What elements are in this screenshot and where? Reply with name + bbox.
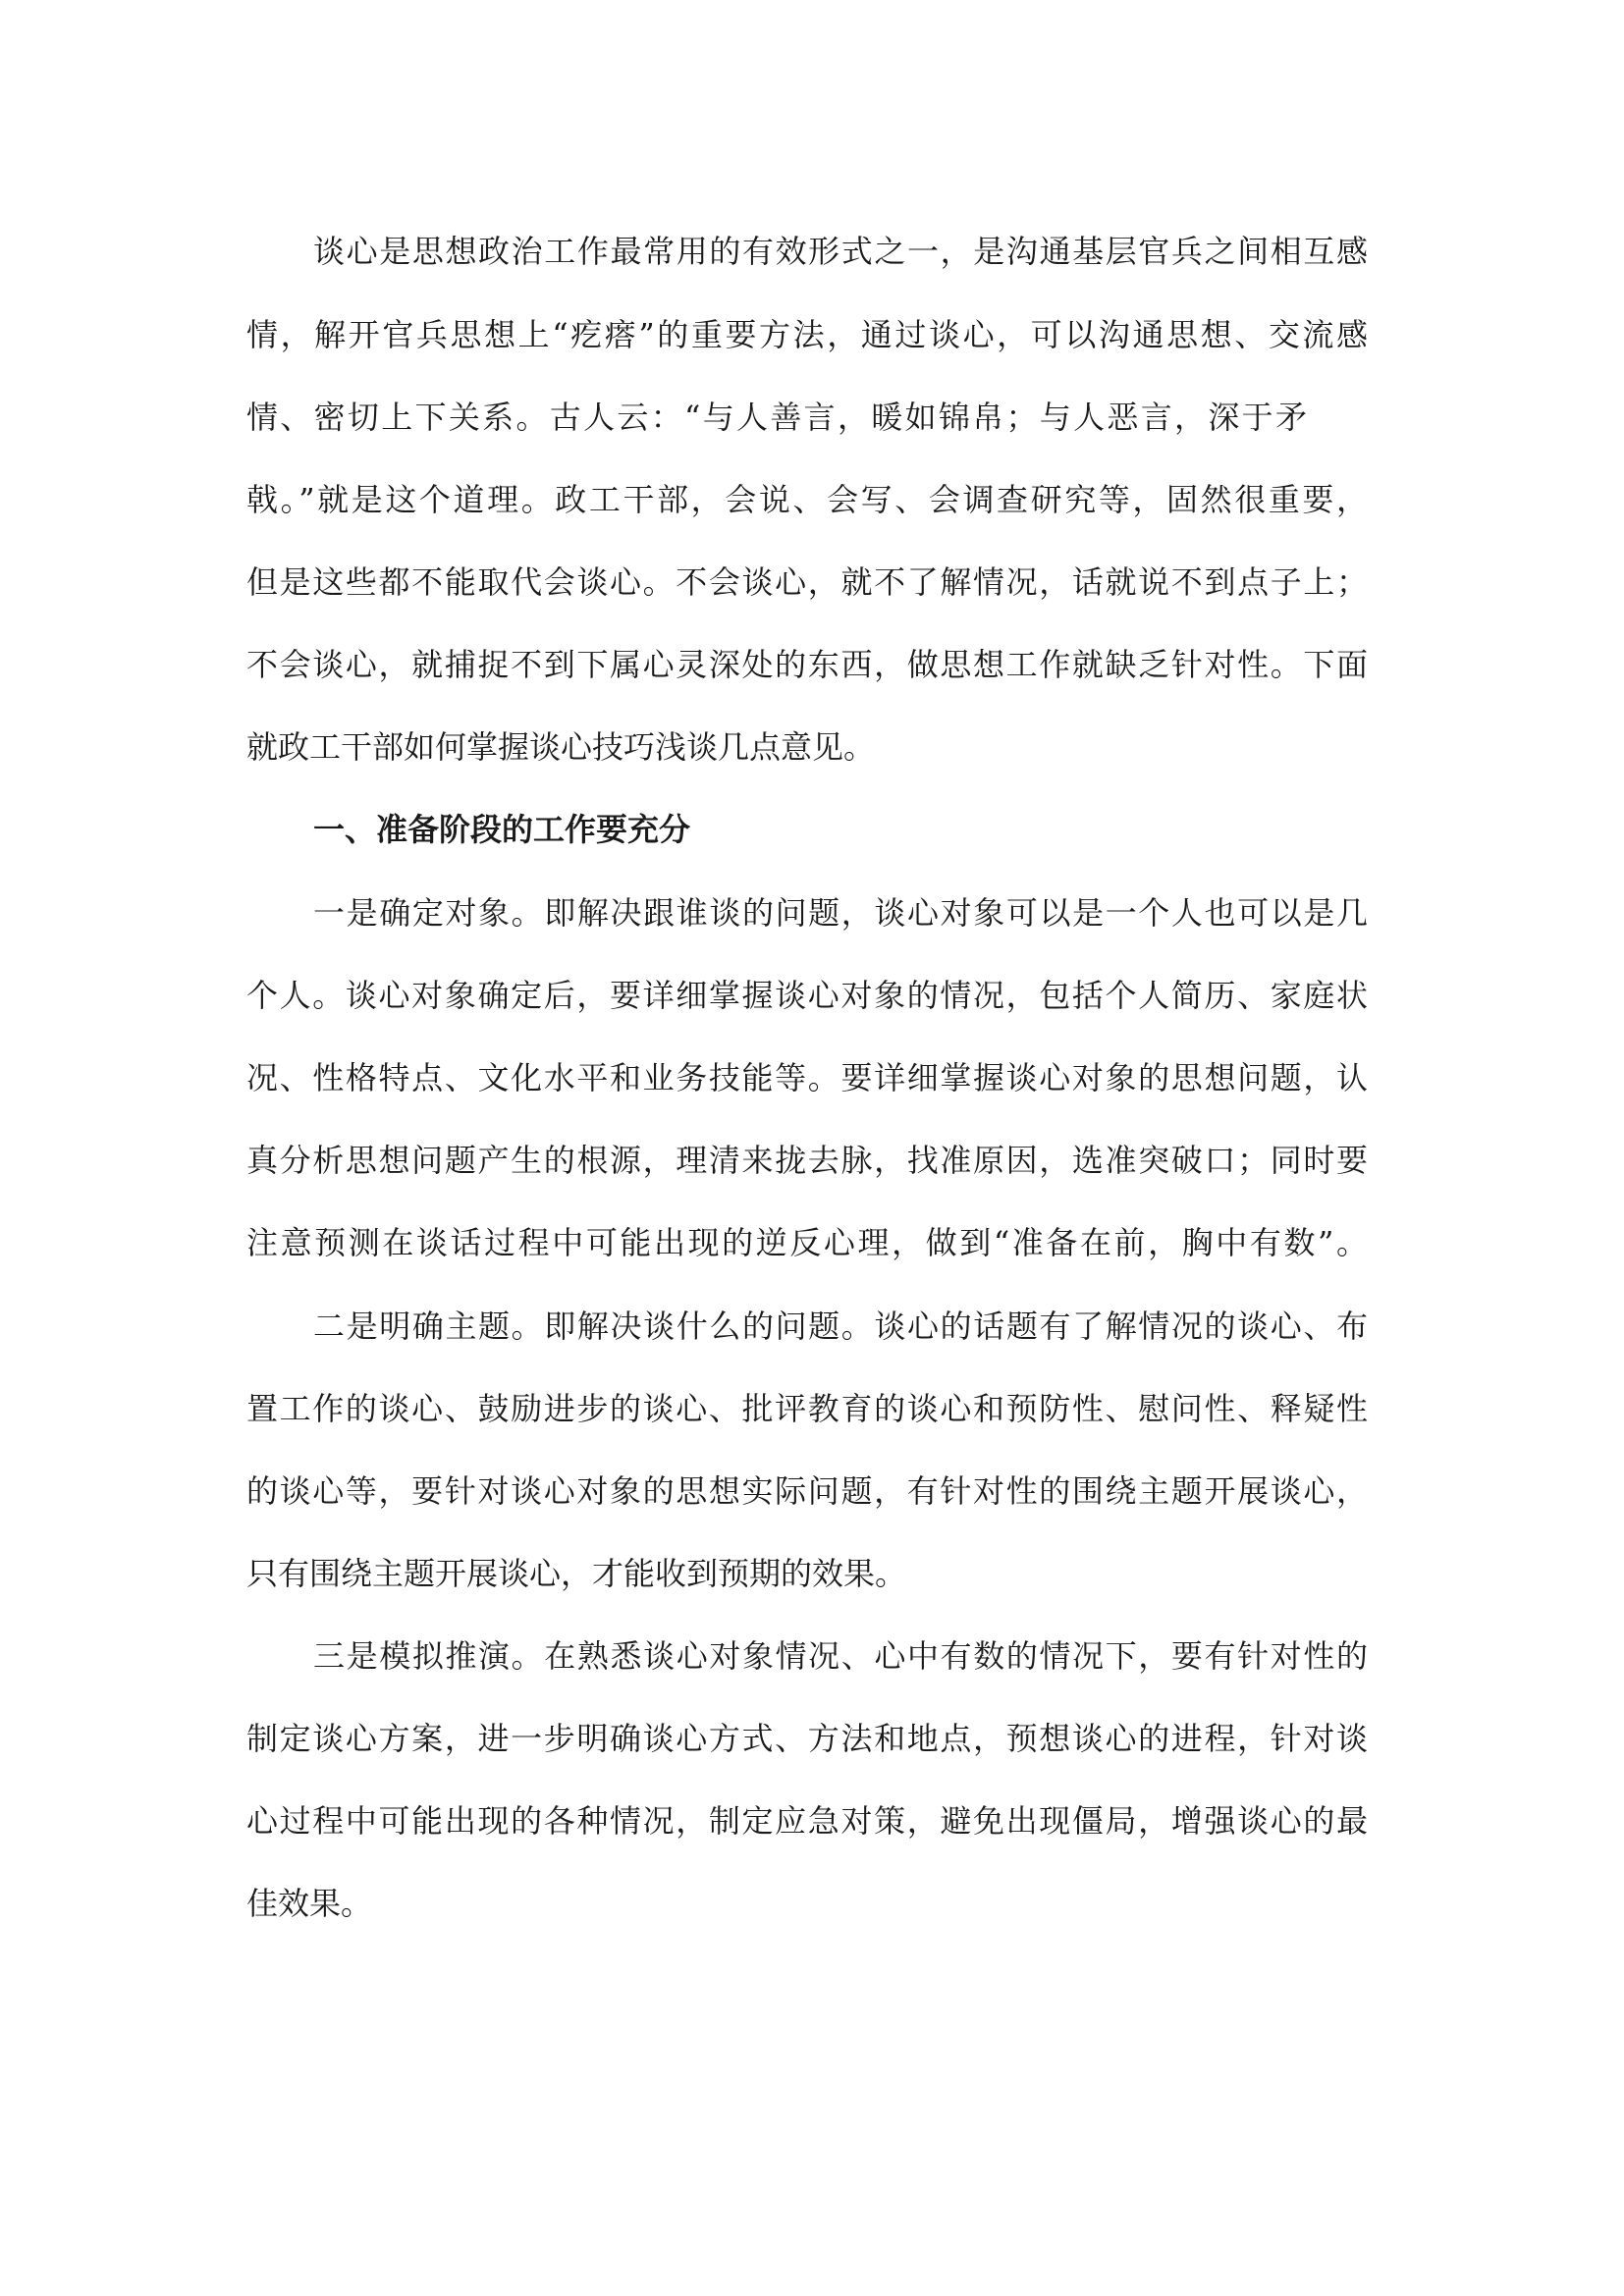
paragraph-1-line-7: 就政工干部如何掌握谈心技巧浅谈几点意见。 [246, 728, 876, 766]
paragraph-1-line-2: 情，解开官兵思想上“疙瘩”的重要方法，通过谈心，可以沟通思想、交流感 [246, 316, 1368, 353]
paragraph-2-line-4: 真分析思想问题产生的根源，理清来拢去脉，找准原因，选准突破口；同时要 [246, 1142, 1368, 1179]
paragraph-3-line-1: 二是明确主题。即解决谈什么的问题。谈心的话题有了解情况的谈心、布 [313, 1308, 1368, 1345]
paragraph-2-line-2: 个人。谈心对象确定后，要详细掌握谈心对象的情况，包括个人简历、家庭状 [246, 977, 1368, 1014]
paragraph-3-line-4: 只有围绕主题开展谈心，才能收到预期的效果。 [246, 1555, 907, 1592]
paragraph-1-line-5: 但是这些都不能取代会谈心。不会谈心，就不了解情况，话就说不到点子上； [246, 563, 1368, 601]
paragraph-3-line-3: 的谈心等，要针对谈心对象的思想实际问题，有针对性的围绕主题开展谈心， [246, 1472, 1368, 1510]
paragraph-4-line-2: 制定谈心方案，进一步明确谈心方式、方法和地点，预想谈心的进程，针对谈 [246, 1720, 1368, 1757]
paragraph-2-line-3: 况、性格特点、文化水平和业务技能等。要详细掌握谈心对象的思想问题，认 [246, 1059, 1368, 1096]
paragraph-2-line-5: 注意预测在谈话过程中可能出现的逆反心理，做到“准备在前，胸中有数”。 [246, 1224, 1368, 1261]
paragraph-2-line-1: 一是确定对象。即解决跟谁谈的问题，谈心对象可以是一个人也可以是几 [313, 894, 1368, 932]
paragraph-4-line-1: 三是模拟推演。在熟悉谈心对象情况、心中有数的情况下，要有针对性的 [313, 1637, 1368, 1675]
paragraph-1-line-3: 情、密切上下关系。古人云：“与人善言，暖如锦帛；与人恶言，深于矛 [246, 399, 1307, 436]
paragraph-4-line-3: 心过程中可能出现的各种情况，制定应急对策，避免出现僵局，增强谈心的最 [246, 1802, 1368, 1840]
paragraph-4-line-4: 佳效果。 [246, 1885, 373, 1922]
paragraph-1-line-6: 不会谈心，就捕捉不到下属心灵深处的东西，做思想工作就缺乏针对性。下面 [246, 646, 1368, 683]
section-heading-1: 一、准备阶段的工作要充分 [313, 811, 691, 848]
paragraph-3-line-2: 置工作的谈心、鼓励进步的谈心、批评教育的谈心和预防性、慰问性、释疑性 [246, 1390, 1368, 1427]
paragraph-1-line-4: 戟。”就是这个道理。政工干部，会说、会写、会调查研究等，固然很重要， [246, 481, 1368, 518]
paragraph-1-line-1: 谈心是思想政治工作最常用的有效形式之一，是沟通基层官兵之间相互感 [313, 233, 1368, 270]
